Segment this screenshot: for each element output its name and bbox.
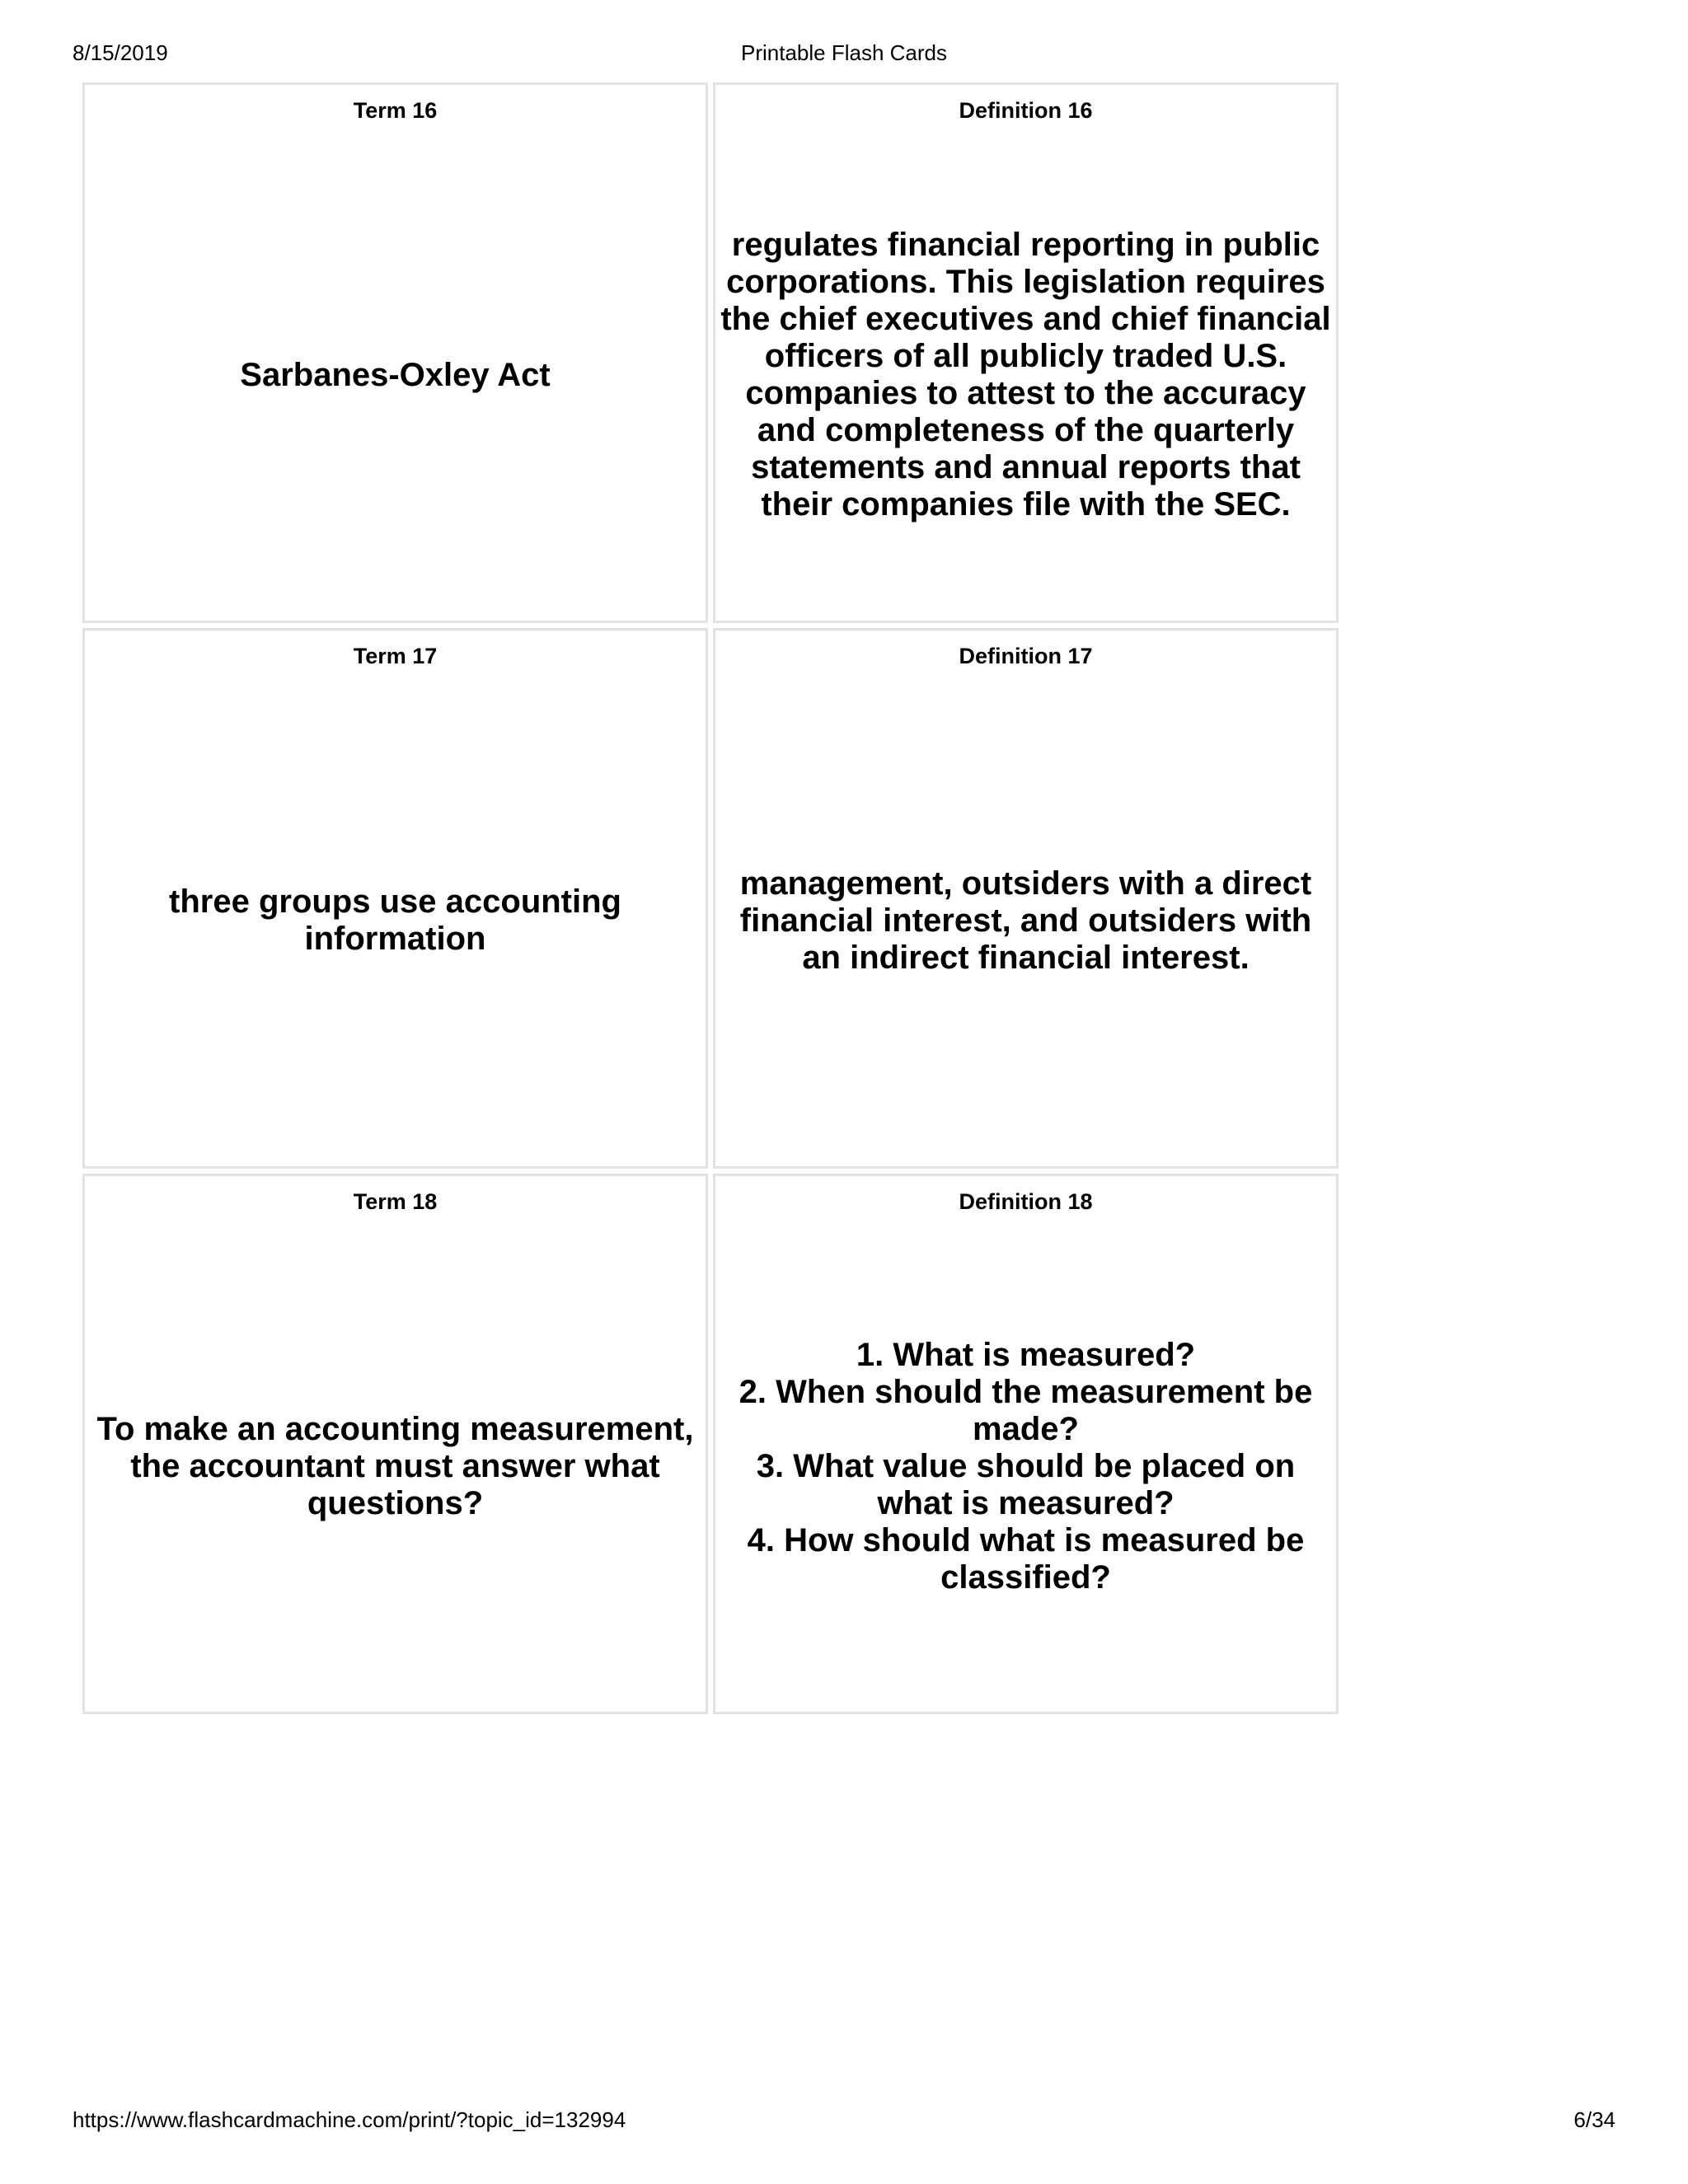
page-number: 6/34 <box>1573 2107 1615 2132</box>
term-card-16 <box>82 82 708 623</box>
page-title: Printable Flash Cards <box>741 40 947 65</box>
definition-body <box>720 1226 1331 1707</box>
definition-text: 1. What is measured? 2. When should the measurement be made? 3. What value should be placed on what is measured? 4. How should what is measured be classified? <box>738 1336 1313 1596</box>
definition-body <box>720 680 1331 1161</box>
term-text: Sarbanes-Oxley Act <box>240 356 551 393</box>
term-label: Term 17 <box>353 644 438 668</box>
term-label: Term 16 <box>353 98 438 123</box>
definition-body <box>720 134 1331 616</box>
definition-card-17 <box>713 628 1339 1169</box>
term-card-17 <box>82 628 708 1169</box>
definition-label: Definition 16 <box>959 98 1093 123</box>
term-text: To make an accounting measurement, the accountant must answer what questions? <box>96 1410 694 1521</box>
source-url: https://www.flashcardmachine.com/print/?topic_id=132994 <box>73 2107 626 2132</box>
term-body <box>90 680 701 1161</box>
definition-card-16 <box>713 82 1339 623</box>
term-text: three groups use accounting information <box>169 883 621 957</box>
print-date: 8/15/2019 <box>73 40 168 65</box>
definition-card-18 <box>713 1174 1339 1714</box>
definition-label: Definition 17 <box>959 644 1093 668</box>
definition-text: regulates financial reporting in public corporations. This legislation requires the chief executives and chief financial officers of all publicly traded U.S. companies to attest to the accuracy and completeness of the quarterly statements and annual reports that their companies file with the SEC. <box>720 227 1331 523</box>
card-row-18 <box>82 1174 1343 1714</box>
term-label: Term 18 <box>353 1189 438 1214</box>
flash-card-grid <box>82 82 1343 1719</box>
term-body <box>90 1226 701 1707</box>
card-row-16 <box>82 82 1343 623</box>
definition-label: Definition 18 <box>959 1189 1093 1214</box>
term-body <box>90 134 701 616</box>
term-card-18 <box>82 1174 708 1714</box>
card-row-17 <box>82 628 1343 1169</box>
definition-text: management, outsiders with a direct financial interest, and outsiders with an indirect financial interest. <box>739 865 1312 976</box>
